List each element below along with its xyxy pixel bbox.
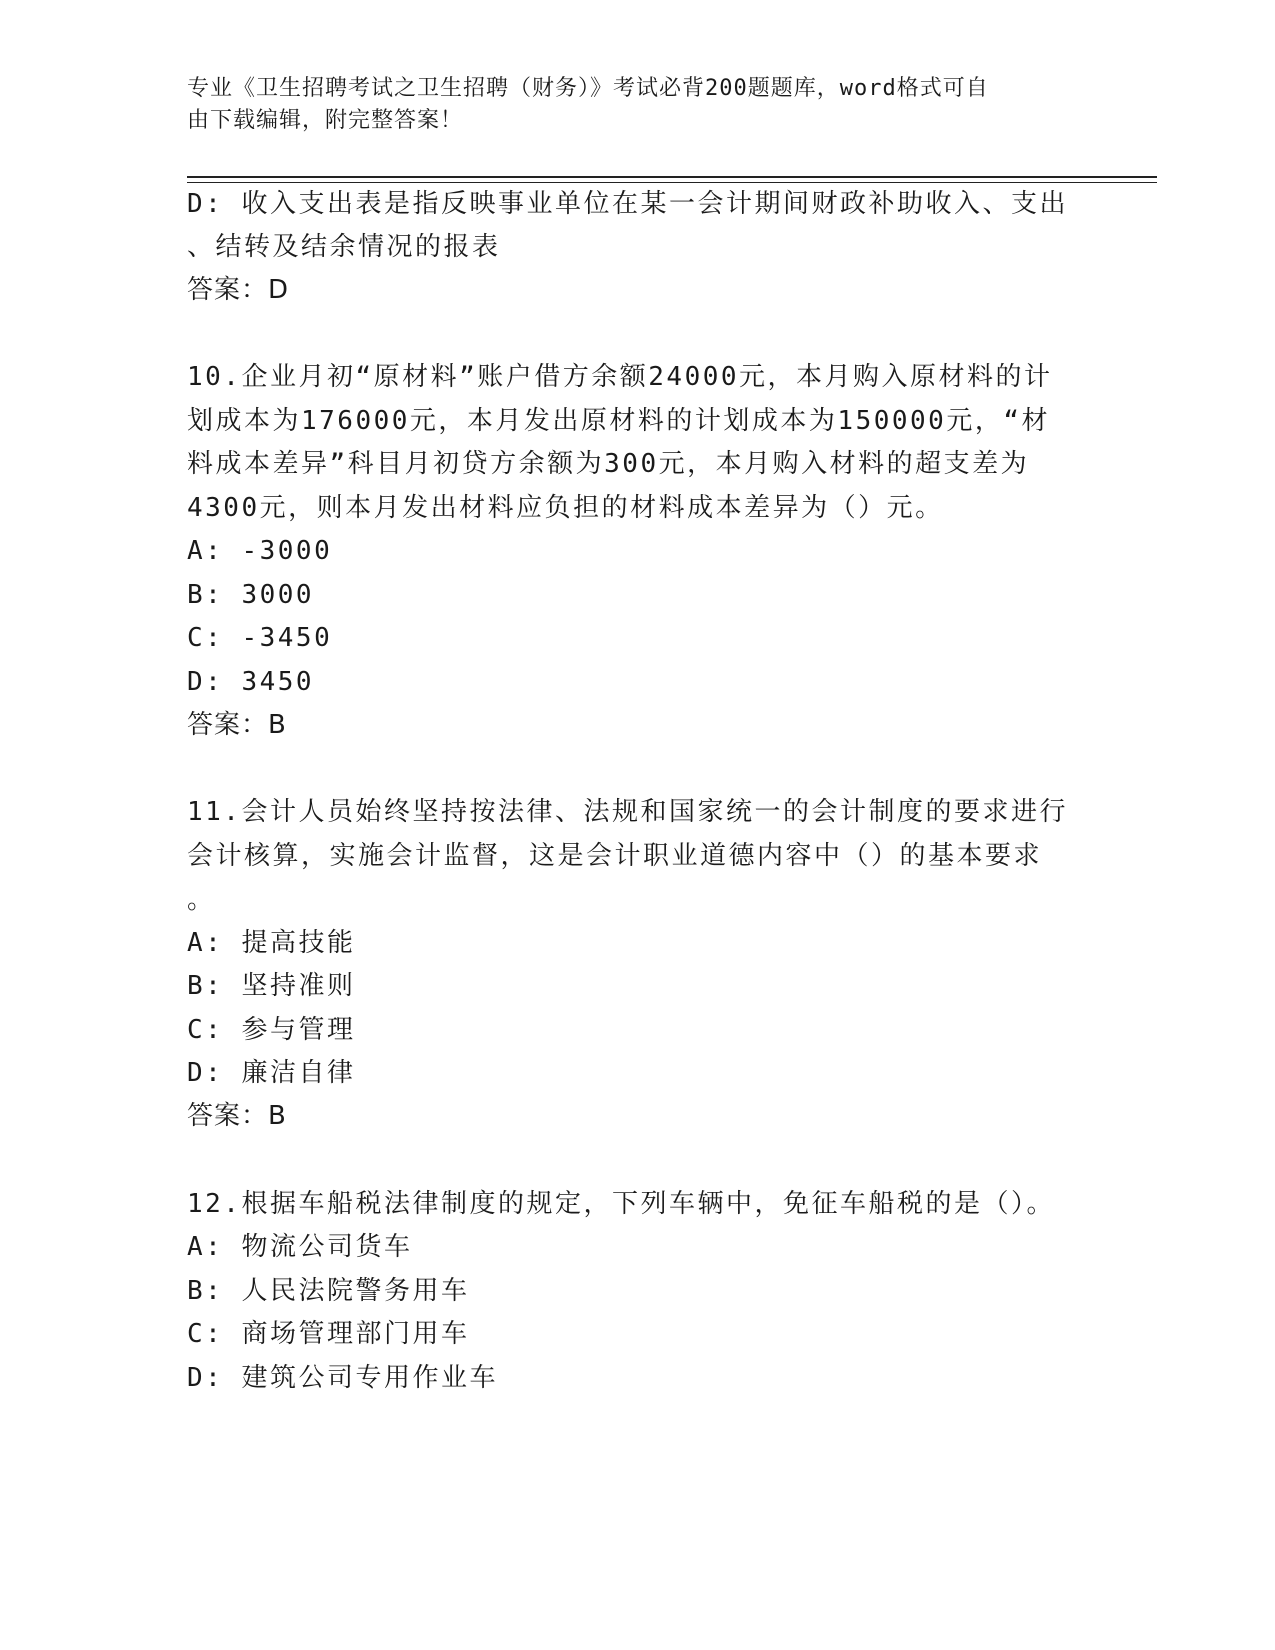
q11-stem-line-3: 。 bbox=[187, 885, 216, 915]
header-line-1: 专业《卫生招聘考试之卫生招聘（财务）》考试必背200题题库，word格式可自 bbox=[187, 76, 989, 101]
q9-answer: 答案：D bbox=[187, 275, 290, 305]
header-rule-thin bbox=[187, 182, 1157, 183]
header-rule-thick bbox=[187, 176, 1157, 178]
header-line-2: 由下载编辑，附完整答案！ bbox=[187, 108, 464, 133]
q10-option-b: B: 3000 bbox=[187, 580, 315, 610]
q11-answer: 答案：B bbox=[187, 1101, 287, 1131]
q10-option-d: D: 3450 bbox=[187, 667, 315, 697]
q11-option-c: C: 参与管理 bbox=[187, 1015, 356, 1045]
q12-option-a: A: 物流公司货车 bbox=[187, 1232, 413, 1262]
q9-option-d-line-2: 、结转及结余情况的报表 bbox=[187, 232, 501, 262]
q10-option-a: A: -3000 bbox=[187, 536, 333, 566]
q12-option-c: C: 商场管理部门用车 bbox=[187, 1319, 470, 1349]
q12-stem-line-1: 12.根据车船税法律制度的规定，下列车辆中，免征车船税的是（）。 bbox=[187, 1189, 1055, 1219]
q12-option-d: D: 建筑公司专用作业车 bbox=[187, 1363, 498, 1393]
q11-stem-line-2: 会计核算，实施会计监督，这是会计职业道德内容中（）的基本要求 bbox=[187, 841, 1043, 871]
q10-stem-line-2: 划成本为176000元，本月发出原材料的计划成本为150000元，“材 bbox=[187, 406, 1050, 436]
q10-stem-line-1: 10.企业月初“原材料”账户借方余额24000元，本月购入原材料的计 bbox=[187, 362, 1053, 392]
q10-stem-line-4: 4300元，则本月发出材料应负担的材料成本差异为（）元。 bbox=[187, 493, 944, 523]
q10-answer: 答案：B bbox=[187, 710, 287, 740]
q11-option-d: D: 廉洁自律 bbox=[187, 1058, 356, 1088]
q11-stem-line-1: 11.会计人员始终坚持按法律、法规和国家统一的会计制度的要求进行 bbox=[187, 797, 1068, 827]
q11-option-b: B: 坚持准则 bbox=[187, 971, 356, 1001]
document-header bbox=[187, 73, 1067, 137]
q10-stem-line-3: 料成本差异”科目月初贷方余额为300元，本月购入材料的超支差为 bbox=[187, 449, 1030, 479]
q12-option-b: B: 人民法院警务用车 bbox=[187, 1276, 470, 1306]
q11-option-a: A: 提高技能 bbox=[187, 928, 356, 958]
q9-option-d-line-1: D: 收入支出表是指反映事业单位在某一会计期间财政补助收入、支出 bbox=[187, 189, 1068, 219]
q10-option-c: C: -3450 bbox=[187, 623, 333, 653]
